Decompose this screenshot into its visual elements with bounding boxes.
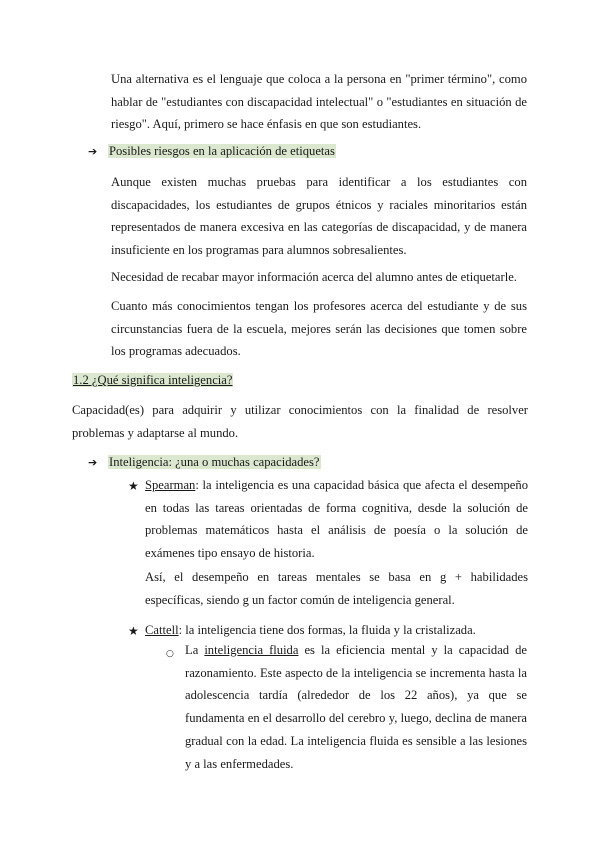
circle-bullet-icon: ○ xyxy=(166,649,174,659)
heading-riesgos-text: Posibles riesgos en la aplicación de etiquetas xyxy=(109,144,335,158)
arrow-right-icon: ➔ xyxy=(88,456,98,469)
fluida-term: inteligencia fluida xyxy=(204,643,299,657)
cattell-name: Cattell xyxy=(145,623,179,637)
cattell-text: : la inteligencia tiene dos formas, la fluida y la cristalizada. xyxy=(178,623,476,637)
paragraph-fluida xyxy=(185,639,527,775)
fluida-prefix: La xyxy=(185,643,205,657)
spearman-text: : la inteligencia es una capacidad básica que afecta el desempeño en todas las tareas orientadas de forma cognitiva, desde la solución de problemas matemáticos hasta el análisis de poesía o la solución de exámenes tipo ensayo de historia. xyxy=(145,478,528,561)
heading-riesgos xyxy=(108,140,528,163)
heading-inteligencia xyxy=(108,451,528,474)
section-title xyxy=(72,369,528,392)
heading-inteligencia-text: Inteligencia: ¿una o muchas capacidades? xyxy=(109,455,320,469)
arrow-right-icon: ➔ xyxy=(88,145,98,158)
paragraph-pruebas: Aunque existen muchas pruebas para identificar a los estudiantes con discapacidades, los estudiantes de grupos étnicos y raciales minoritarios están representados de manera excesiva en las categorías de discapacidad, y de manera insuficiente en los programas para alumnos sobresalientes. xyxy=(111,175,527,258)
paragraph-spearman-2: Así, el desempeño en tareas mentales se basa en g + habilidades específicas, siendo g un factor común de inteligencia general. xyxy=(145,570,528,607)
paragraph-capacidad: Capacidad(es) para adquirir y utilizar conocimientos con la finalidad de resolver problemas y adaptarse al mundo. xyxy=(72,403,528,440)
paragraph-necesidad: Necesidad de recabar mayor información acerca del alumno antes de etiquetarle. xyxy=(111,270,517,284)
paragraph-conocimientos: Cuanto más conocimientos tengan los profesores acerca del estudiante y de sus circunstancias fuera de la escuela, mejores serán las decisiones que tomen sobre los programas adecuados. xyxy=(111,299,527,359)
spearman-name: Spearman xyxy=(145,478,196,492)
fluida-text: es la eficiencia mental y la capacidad de razonamiento. Este aspecto de la inteligencia se incrementa hasta la adolescencia tardía (alrededor de los 22 años), ya que se fundamenta en el desarrollo del cerebro y, luego, declina de manera gradual con la edad. La inteligencia fluida es sensible a las lesiones y a las enfermedades. xyxy=(185,643,527,771)
star-bullet-icon: ★ xyxy=(128,479,139,493)
section-title-text: 1.2 ¿Qué significa inteligencia? xyxy=(73,373,233,387)
paragraph-alternativa: Una alternativa es el lenguaje que coloca a la persona en "primer término", como hablar de "estudiantes con discapacidad intelectual" o "estudiantes en situación de riesgo". Aquí, primero se hace énfasis en que son estudiantes. xyxy=(111,72,527,132)
star-bullet-icon: ★ xyxy=(128,624,139,638)
paragraph-spearman xyxy=(145,474,528,565)
